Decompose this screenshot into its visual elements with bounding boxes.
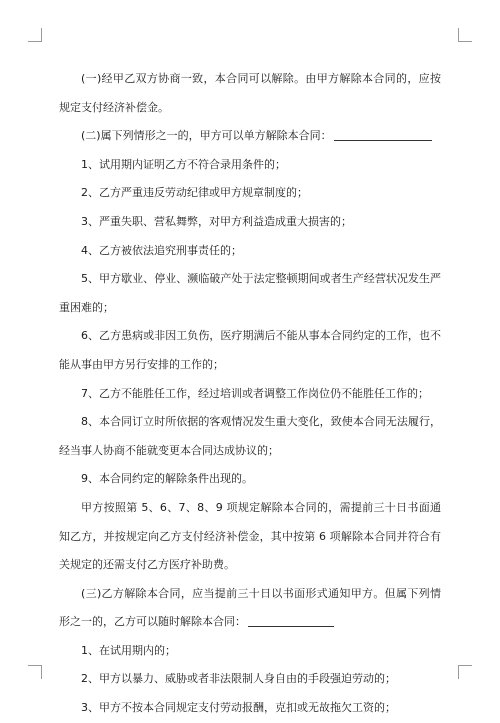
crop-mark-bottom-left bbox=[28, 665, 42, 679]
paragraph: 2、甲方以暴力、威胁或者非法限制人身自由的手段强迫劳动的； bbox=[81, 672, 396, 686]
paragraph: 3、甲方不按本合同规定支付劳动报酬，克扣或无故拖欠工资的； bbox=[81, 701, 396, 715]
paragraph: 4、乙方被依法追究刑事责任的； bbox=[81, 243, 242, 257]
crop-mark-bottom-right bbox=[458, 665, 472, 679]
paragraph: 5、甲方歇业、停业、濒临破产处于法定整顿期间或者生产经营状况发生严重困难的； bbox=[59, 272, 441, 314]
paragraph: (二)属下列情形之一的，甲方可以单方解除本合同： bbox=[59, 122, 441, 151]
paragraph: 8、本合同订立时所依据的客观情况发生重大变化，致使本合同无法履行，经当事人协商不能就变更本合同达成协议的； bbox=[59, 415, 441, 457]
paragraph: 3、严重失职、营私舞弊，对甲方利益造成重大损害的； bbox=[81, 214, 352, 228]
paragraph: 甲方按照第 5、6、7、8、9 项规定解除本合同的，需提前三十日书面通知乙方，并按规定向乙方支付经济补偿金，其中按第 6 项解除本合同并符合有关规定的还需支付乙方医疗补助费。 bbox=[59, 500, 441, 572]
fill-in-blank[interactable] bbox=[248, 614, 334, 627]
paragraph: (三)乙方解除本合同，应当提前三十日以书面形式通知甲方。但属下列情形之一的，乙方可以随时解除本合同： bbox=[59, 586, 441, 629]
crop-mark-top-left bbox=[28, 28, 42, 42]
paragraph: 6、乙方患病或非因工负伤，医疗期满后不能从事本合同约定的工作，也不能从事由甲方另行安排的工作的； bbox=[59, 329, 441, 371]
paragraph: 1、试用期内证明乙方不符合录用条件的； bbox=[81, 157, 286, 171]
fill-in-blank[interactable] bbox=[334, 128, 432, 141]
paragraph: 7、乙方不能胜任工作，经过培训或者调整工作岗位仍不能胜任工作的； bbox=[81, 386, 429, 400]
document-page bbox=[59, 65, 441, 723]
paragraph: 9、本合同约定的解除条件出现的。 bbox=[81, 472, 253, 486]
paragraph: 2、乙方严重违反劳动纪律或甲方规章制度的； bbox=[81, 186, 308, 200]
crop-mark-top-right bbox=[458, 28, 472, 42]
paragraph: (一)经甲乙双方协商一致，本合同可以解除。由甲方解除本合同的，应按规定支付经济补偿金。 bbox=[59, 72, 441, 114]
paragraph: 1、在试用期内的； bbox=[81, 643, 176, 657]
